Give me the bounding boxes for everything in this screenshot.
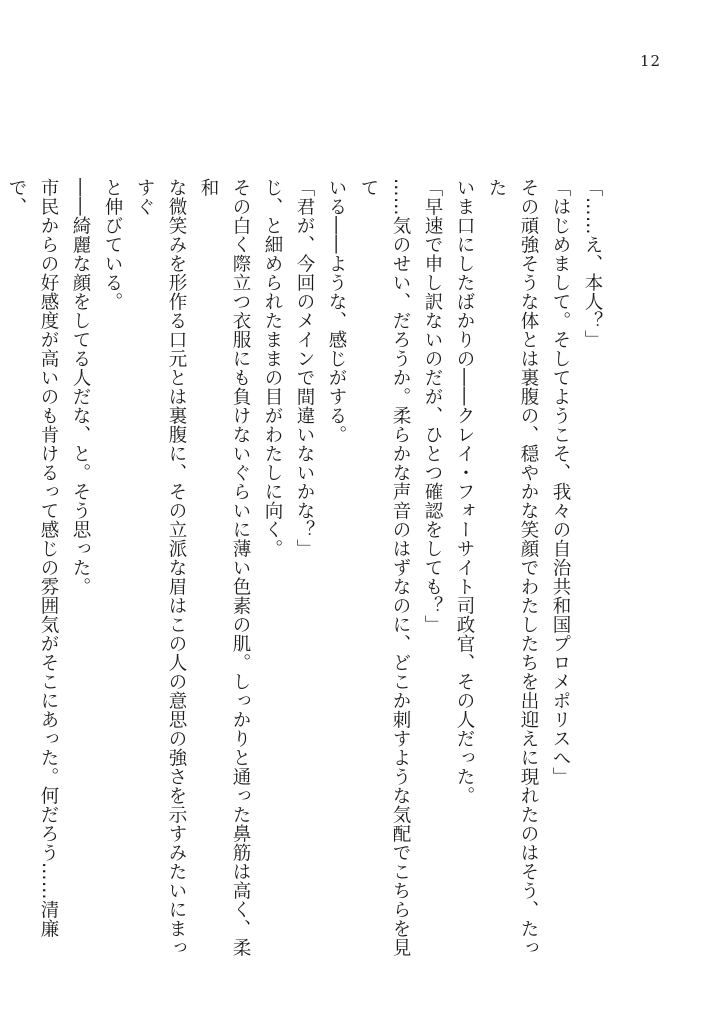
text-line: じ、と細められたままの目がわたしに向く。 xyxy=(262,178,283,558)
text-line: 「……え、本人？」 xyxy=(582,178,603,349)
text-line: 市民からの好感度が高いのも肯けるって感じの雰囲気がそこにあった。何だろう……清廉で、 xyxy=(6,178,59,938)
text-line: ――綺麗な顔をしてる人だな、と。そう思った。 xyxy=(70,178,91,596)
text-line: いま口にしたばかりの――クレイ・フォーサイト司政官、その人だった。 xyxy=(454,178,475,805)
text-line: ……気のせい、だろうか。柔らかな声音のはずなのに、どこか刺すような気配でこちらを見て xyxy=(358,178,411,957)
text-line: 「早速で申し訳ないのだが、ひとつ確認をしても？」 xyxy=(422,178,443,634)
text-line: その白く際立つ衣服にも負けないぐらいに薄い色素の肌。しっかりと通った鼻筋は高く、柔和 xyxy=(198,178,251,957)
text-line: と伸びている。 xyxy=(102,178,123,311)
text-line: その頑強そうな体とは裏腹の、穏やかな笑顔でわたしたちを出迎えに現れたのはそう、たった xyxy=(486,178,539,957)
page-number: 12 xyxy=(640,52,662,70)
text-line: な微笑みを形作る口元とは裏腹に、その立派な眉はこの人の意思の強さを示すみたいにまっすぐ xyxy=(134,178,187,957)
text-line: 「君が、今回のメインで間違いないかな？」 xyxy=(294,178,315,558)
text-line: 「はじめまして。そしてようこそ、我々の自治共和国プロメポリスへ」 xyxy=(550,178,571,786)
text-line: いる――ような、感じがする。 xyxy=(326,178,347,444)
novel-text-body xyxy=(6,178,608,958)
